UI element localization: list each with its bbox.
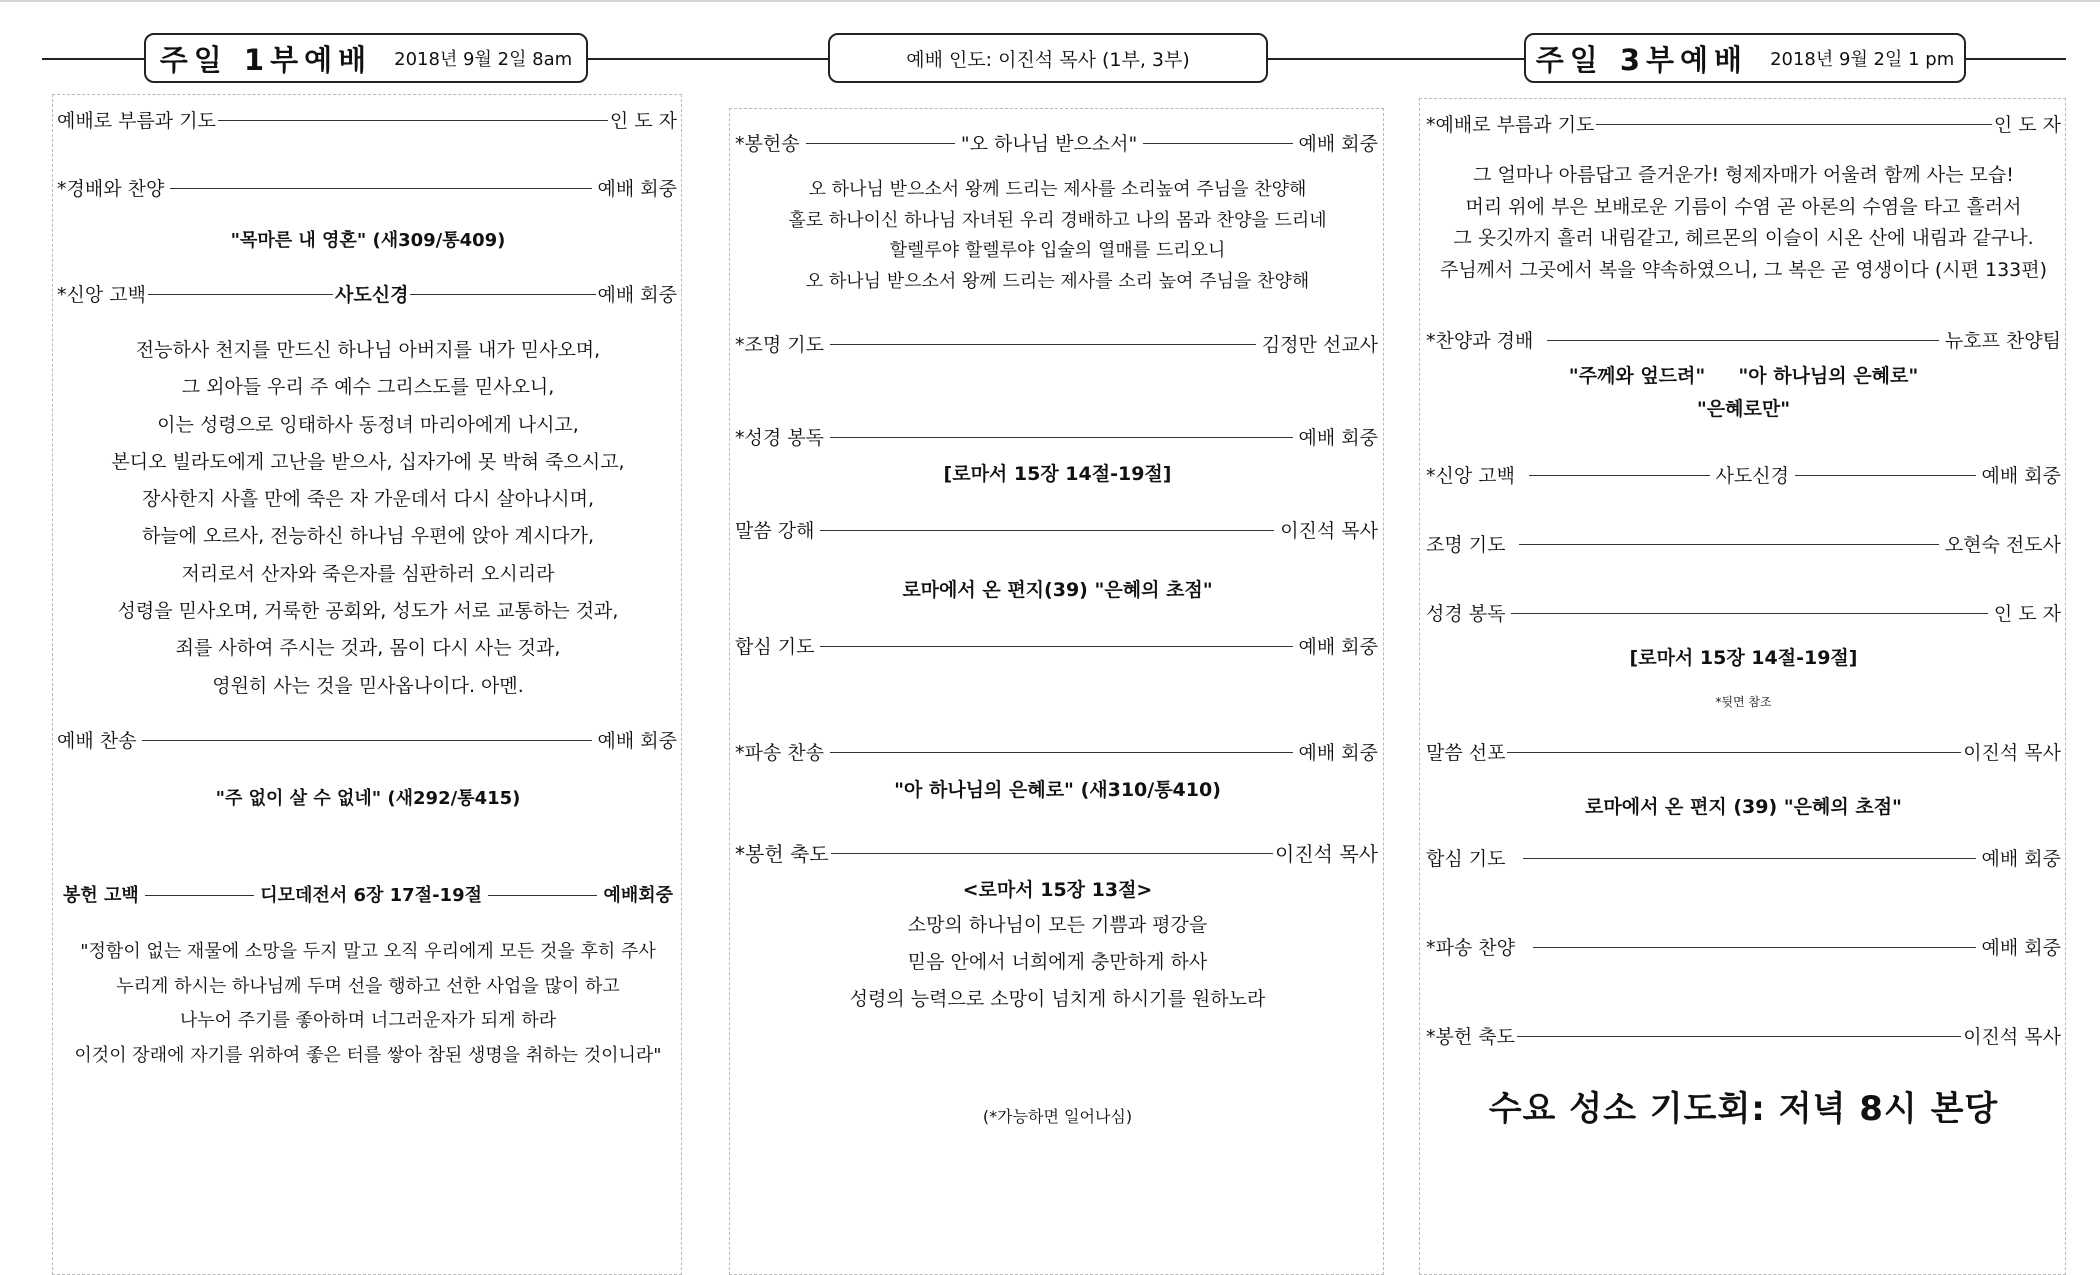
service1-date: 2018년 9월 2일 8am: [394, 49, 573, 70]
scripture-reference: [로마서 15장 14절-19절]: [943, 463, 1172, 485]
item-label: 말씀 선포: [1426, 741, 1506, 764]
verse-line: 성령의 능력으로 소망이 넘치게 하시기를 원하노라: [849, 988, 1266, 1010]
order-item-unison-prayer: [1426, 842, 2061, 872]
verse-line: 그 얼마나 아름답고 즐거운가! 형제자매가 어울려 함께 사는 모습!: [1473, 164, 2014, 186]
order-item-praise: [1426, 324, 2061, 354]
verse-line: 소망의 하나님이 모든 기쁨과 평강을: [907, 914, 1208, 936]
service3-header: [1524, 33, 1966, 83]
item-leader: 인 도 자: [1993, 602, 2061, 625]
item-leader: 예배회중: [603, 885, 673, 906]
item-detail: 디모데전서 6장 17절-19절: [260, 885, 482, 906]
item-label: *파송 찬양: [1426, 936, 1515, 959]
header-rule: [1268, 58, 1524, 60]
order-item-sermon: [735, 514, 1378, 544]
order-item-call: [57, 104, 677, 134]
verse-line: 이것이 장래에 자기를 위하여 좋은 터를 쌓아 참된 생명을 취하는 것이니라": [74, 1044, 662, 1066]
leader-line: [1523, 858, 1975, 859]
offering-lyrics: [730, 175, 1385, 297]
item-leader: 예배 회중: [1981, 847, 2061, 870]
item-label: *신앙 고백: [57, 283, 146, 306]
song-title: "주 없이 살 수 없네" (새292/통415): [215, 788, 521, 809]
creed-line: 이는 성령으로 잉태하사 동정녀 마리아에게 나시고,: [157, 413, 579, 436]
item-label: *조명 기도: [735, 333, 824, 356]
leader-line: [831, 853, 1273, 854]
item-label: 말씀 강해: [735, 519, 815, 542]
top-border: [0, 0, 2100, 2]
praise-songs: "주께와 엎드려" "아 하나님의 은혜로": [1568, 365, 1919, 387]
verse-line: 그 옷깃까지 흘러 내림같고, 헤르몬의 이슬이 시온 산에 내림과 같구나.: [1453, 227, 2034, 250]
item-label: 조명 기도: [1426, 533, 1506, 556]
item-leader: 예배 회중: [1298, 132, 1379, 155]
leader-line: [830, 344, 1256, 345]
song-title: "아 하나님의 은혜로" (새310/통410): [894, 779, 1221, 801]
verse-line: 믿음 안에서 너희에게 충만하게 하사: [907, 951, 1208, 973]
order-item-scripture: [735, 421, 1378, 451]
lyric-line: 오 하나님 받으소서 왕께 드리는 제사를 소리높여 주님을 찬양해: [808, 179, 1307, 200]
verse-line: 주님께서 그곳에서 복을 약속하였으니, 그 복은 곧 영생이다 (시편 133편): [1439, 259, 2048, 282]
service1-column: [52, 94, 682, 1275]
order-item-unison-prayer: [735, 630, 1378, 660]
header-rule: [1966, 58, 2066, 60]
item-detail: 사도신경: [335, 283, 409, 306]
item-label: 합심 기도: [1426, 847, 1506, 870]
leader-line: [806, 143, 955, 144]
item-leader: 예배 회중: [597, 283, 678, 306]
song-title: "목마른 내 영혼" (새309/통409): [230, 230, 506, 251]
leader-line: [1507, 752, 1961, 753]
leader-line: [488, 895, 597, 896]
leader-line: [1511, 613, 1987, 614]
order-item-closing-hymn: [1426, 931, 2061, 961]
verse-line: 머리 위에 부은 보배로운 기름이 수염 곧 아론의 수염을 타고 흘러서: [1465, 195, 2022, 218]
order-item-sermon: [1426, 736, 2061, 766]
item-leader: 예배 회중: [1981, 464, 2062, 487]
order-item-hymn: [57, 724, 677, 754]
item-label: 예배 찬송: [57, 729, 137, 752]
center-column: [729, 108, 1384, 1275]
scripture-reference: [로마서 15장 14절-19절]: [1629, 647, 1858, 669]
benediction-verse: [730, 907, 1385, 1018]
item-label: *신앙 고백: [1426, 464, 1515, 487]
leader-line: [148, 294, 333, 295]
creed-line: 그 외아들 우리 주 예수 그리스도를 믿사오니,: [181, 376, 555, 399]
lyric-line: 할렐루야 할렐루야 입술의 열매를 드리오니: [889, 240, 1226, 261]
leader-line: [830, 752, 1293, 753]
header-rule: [588, 58, 828, 60]
service3-date: 2018년 9월 2일 1 pm: [1770, 49, 1955, 70]
service1-header: [144, 33, 588, 83]
order-item-prayer: [1426, 528, 2061, 558]
item-leader: 이진석 목사: [1275, 841, 1378, 866]
offering-verse: [53, 935, 683, 1073]
call-to-worship-text: [1420, 160, 2067, 287]
order-item-offering-song: [735, 127, 1378, 157]
leader-line: [1547, 340, 1939, 341]
order-item-benediction: [1426, 1020, 2061, 1050]
leader-line: [1795, 475, 1976, 476]
item-label: 봉헌 고백: [63, 885, 139, 906]
item-label: *찬양과 경배: [1426, 329, 1534, 352]
lyric-line: 오 하나님 받으소서 왕께 드리는 제사를 소리 높여 주님을 찬양해: [805, 270, 1310, 292]
service1-title: 주일 1부예배: [159, 42, 373, 77]
item-leader: 인 도 자: [609, 109, 677, 132]
item-label: *예배로 부름과 기도: [1426, 113, 1595, 136]
item-label: *성경 봉독: [735, 426, 824, 449]
leader-header: [828, 33, 1268, 83]
creed-line: 죄를 사하여 주시는 것과, 몸이 다시 사는 것과,: [175, 637, 561, 660]
order-item-scripture: [1426, 597, 2061, 627]
order-item-closing-hymn: [735, 736, 1378, 766]
leader-line: [820, 646, 1292, 647]
leader-line: [1519, 544, 1938, 545]
order-item-praise: [57, 172, 677, 202]
item-detail: "오 하나님 받으소서": [960, 132, 1138, 155]
item-leader: 뉴호프 찬양팀: [1944, 329, 2061, 352]
creed-line: 저리로서 산자와 죽은자를 심판하러 오시리라: [181, 562, 555, 585]
item-detail: 사도신경: [1715, 464, 1789, 487]
verse-line: "정함이 없는 재물에 소망을 두지 말고 오직 우리에게 모든 것을 후히 주사: [80, 941, 656, 962]
item-label: *봉헌 축도: [735, 841, 829, 866]
order-item-offering: [63, 879, 673, 909]
item-leader: 예배 회중: [597, 729, 677, 752]
item-leader: 예배 회중: [1298, 426, 1378, 449]
item-label: *파송 찬송: [735, 741, 824, 764]
order-item-prayer: [735, 328, 1378, 358]
see-back-note: *뒷면 참조: [1715, 695, 1772, 709]
service3-column: [1419, 98, 2066, 1275]
leader-line: [1143, 143, 1292, 144]
creed-line: 장사한지 사흘 만에 죽은 자 가운데서 다시 살아나시며,: [141, 488, 595, 511]
item-leader: 이진석 목사: [1963, 741, 2061, 764]
item-label: *봉헌 축도: [1426, 1025, 1515, 1048]
leader-line: [410, 294, 595, 295]
leader-line: [1596, 124, 1991, 125]
creed-line: 성령을 믿사오며, 거룩한 공회와, 성도가 서로 교통하는 것과,: [117, 600, 619, 623]
item-leader: 김정만 선교사: [1261, 333, 1378, 356]
leader-line: [1529, 475, 1710, 476]
praise-songs: "은혜로만": [1696, 398, 1791, 420]
leader-line: [820, 530, 1274, 531]
verse-line: 누리게 하시는 하나님께 두며 선을 행하고 선한 사업을 많이 하고: [116, 975, 620, 997]
sermon-title: 로마에서 온 편지 (39) "은혜의 초점": [1585, 796, 1902, 818]
creed-line: 영원히 사는 것을 믿사옵나이다. 아멘.: [212, 674, 524, 697]
item-label: 성경 봉독: [1426, 602, 1506, 625]
order-item-creed: [1426, 459, 2061, 489]
sermon-title: 로마에서 온 편지(39) "은혜의 초점": [902, 579, 1213, 601]
item-leader: 이진석 목사: [1280, 519, 1378, 542]
creed-line: 전능하사 천지를 만드신 하나님 아버지를 내가 믿사오며,: [135, 339, 601, 361]
benediction-reference: <로마서 15장 13절>: [962, 879, 1153, 901]
creed-line: 하늘에 오르사, 전능하신 하나님 우편에 앉아 계시다가,: [141, 525, 595, 548]
item-leader: 예배 회중: [1298, 635, 1378, 658]
creed-line: 본디오 빌라도에게 고난을 받으사, 십자가에 못 박혀 죽으시고,: [111, 450, 625, 473]
item-label: 합심 기도: [735, 635, 815, 658]
item-label: *봉헌송: [735, 132, 800, 155]
standing-note: (*가능하면 일어나심): [982, 1107, 1133, 1126]
item-leader: 인 도 자: [1993, 113, 2061, 136]
item-leader: 이진석 목사: [1963, 1025, 2061, 1048]
item-leader: 예배 회중: [597, 177, 677, 200]
verse-line: 나누어 주기를 좋아하며 너그러운자가 되게 하라: [179, 1010, 557, 1031]
item-label: 예배로 부름과 기도: [57, 109, 216, 132]
item-label: *경배와 찬양: [57, 177, 165, 200]
leader-line: [218, 120, 608, 121]
leader-line: [142, 740, 591, 741]
order-item-benediction: [735, 837, 1378, 867]
prayer-meeting-notice: 수요 성소 기도회: 저녁 8시 본당: [1488, 1089, 1999, 1129]
item-leader: 예배 회중: [1981, 936, 2061, 959]
order-item-creed: [57, 278, 677, 308]
leader-line: [830, 437, 1293, 438]
lyric-line: 홀로 하나이신 하나님 자녀된 우리 경배하고 나의 몸과 찬양을 드리네: [788, 209, 1327, 231]
leader-line: [1517, 1036, 1961, 1037]
service3-title: 주일 3부예배: [1535, 42, 1749, 77]
item-leader: 예배 회중: [1298, 741, 1378, 764]
header-rule: [42, 58, 144, 60]
leader-line: [1533, 947, 1976, 948]
leader-line: [170, 188, 591, 189]
order-item-call: [1426, 108, 2061, 138]
apostles-creed-text: [53, 332, 683, 705]
item-leader: 오현숙 전도사: [1944, 533, 2061, 556]
worship-leader: 예배 인도: 이진석 목사 (1부, 3부): [906, 48, 1190, 71]
leader-line: [145, 895, 254, 896]
